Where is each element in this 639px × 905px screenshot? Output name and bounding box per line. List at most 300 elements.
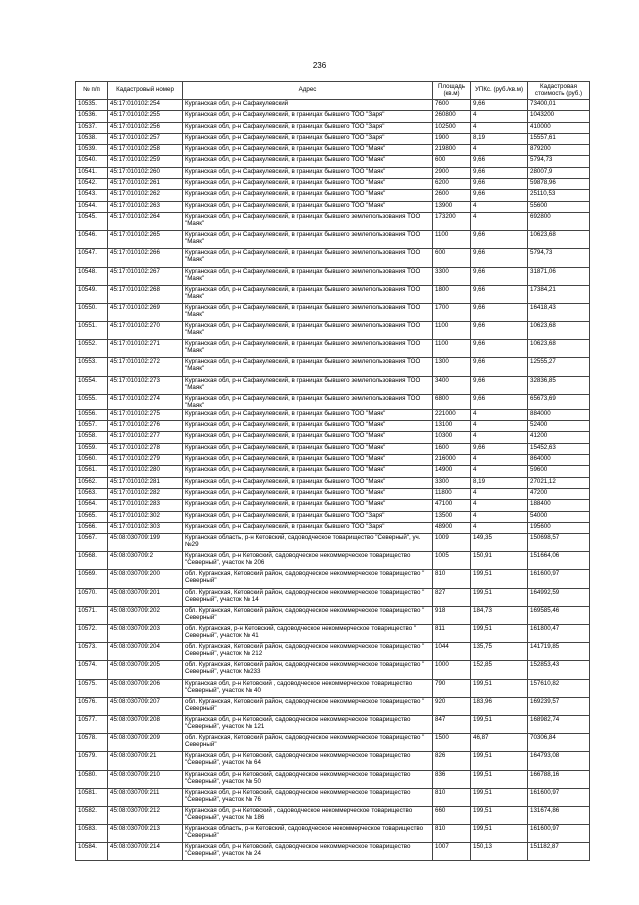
cell-cadastral-cost: 16418,43 [528,303,590,321]
table-row [76,643,590,661]
cell-number: 10542. [76,179,108,190]
cell-cadastral-cost: 164992,59 [528,588,590,606]
cell-address: Курганская обл, р-н Кетовский, садоводческое некоммерческое товарищество "Северный", участок № 64 [183,752,433,770]
cell-upks: 4 [471,122,528,133]
cell-area: 3300 [433,477,471,488]
cell-area: 2900 [433,167,471,178]
cell-address: Курганская обл, р-н Сафакулевский, в границах бывшего ТОО "Маяк" [183,455,433,466]
cell-cadastral-number: 45:08:030709:209 [108,734,183,752]
cell-area: 1800 [433,285,471,303]
cell-cadastral-cost: 31871,06 [528,267,590,285]
cell-cadastral-cost: 168982,74 [528,715,590,733]
cell-upks: 4 [471,522,528,533]
cell-upks: 199,51 [471,770,528,788]
cell-number: 10580. [76,770,108,788]
cell-number: 10558. [76,432,108,443]
cell-cadastral-number: 45:08:030709:210 [108,770,183,788]
table-row [76,212,590,230]
table-row [76,806,590,824]
cell-address: Курганская обл, р-н Кетовский, садоводческое некоммерческое товарищество "Северный", участок № 206 [183,552,433,570]
cell-area: 1300 [433,358,471,376]
cell-cadastral-cost: 54000 [528,511,590,522]
cell-upks: 199,51 [471,806,528,824]
table-row [76,167,590,178]
cell-area: 1600 [433,443,471,454]
column-header-number: № п/п [76,82,108,100]
cell-cadastral-number: 45:17:010102:269 [108,303,183,321]
cell-cadastral-number: 45:08:030709:214 [108,843,183,861]
cell-number: 10574. [76,661,108,679]
cell-number: 10577. [76,715,108,733]
cell-cadastral-cost: 27021,12 [528,477,590,488]
cell-cadastral-cost: 692800 [528,212,590,230]
table-row [76,715,590,733]
cell-address: обл. Курганская, Кетовский район, садоводческое некоммерческое товарищество " Северный", участок № 212 [183,643,433,661]
table-row [76,570,590,588]
cell-address: Курганская область, р-н Кетовский, садоводческое некоммерческое товарищество "Северный" [183,825,433,843]
cell-number: 10539. [76,145,108,156]
table-row [76,511,590,522]
cell-cadastral-cost: 141719,85 [528,643,590,661]
cell-upks: 4 [471,500,528,511]
cell-area: 1100 [433,231,471,249]
cell-number: 10540. [76,156,108,167]
cell-upks: 9,66 [471,285,528,303]
cell-cadastral-cost: 157610,82 [528,679,590,697]
cell-number: 10544. [76,201,108,212]
cell-address: Курганская обл, р-н Сафакулевский, в границах бывшего ТОО "Маяк" [183,179,433,190]
cell-upks: 46,87 [471,734,528,752]
cell-cadastral-cost: 152853,43 [528,661,590,679]
cell-upks: 9,66 [471,267,528,285]
cell-number: 10579. [76,752,108,770]
cell-area: 600 [433,156,471,167]
cell-cadastral-number: 45:17:010102:282 [108,488,183,499]
cell-upks: 8,19 [471,477,528,488]
cell-number: 10551. [76,322,108,340]
cell-number: 10559. [76,443,108,454]
cell-cadastral-number: 45:17:010102:270 [108,322,183,340]
cell-number: 10578. [76,734,108,752]
cell-address: Курганская обл, р-н Сафакулевский, в границах бывшего ТОО "Заря" [183,511,433,522]
cell-address: Курганская обл, р-н Сафакулевский, в границах бывшего ТОО "Маяк" [183,443,433,454]
table-row [76,133,590,144]
cell-area: 7600 [433,100,471,111]
cell-upks: 9,66 [471,322,528,340]
cell-cadastral-number: 45:08:030709:213 [108,825,183,843]
cell-upks: 4 [471,201,528,212]
cell-upks: 9,66 [471,394,528,409]
cell-area: 1005 [433,552,471,570]
cell-cadastral-cost: 195600 [528,522,590,533]
cell-upks: 199,51 [471,679,528,697]
column-header-address: Адрес [183,82,433,100]
cell-address: Курганская обл, р-н Сафакулевский, в границах бывшего землепользования ТОО "Маяк" [183,376,433,394]
cell-address: Курганская обл, р-н Сафакулевский, в границах бывшего землепользования ТОО "Маяк" [183,212,433,230]
cell-cadastral-cost: 161600,97 [528,570,590,588]
table-row [76,100,590,111]
cell-number: 10581. [76,788,108,806]
cell-area: 173200 [433,212,471,230]
cell-upks: 184,73 [471,606,528,624]
cell-cadastral-number: 45:17:010102:302 [108,511,183,522]
cell-cadastral-cost: 169239,57 [528,697,590,715]
cell-cadastral-number: 45:17:010102:303 [108,522,183,533]
cell-address: Курганская обл, р-н Сафакулевский, в границах бывшего землепользования ТОО "Маяк" [183,231,433,249]
cell-upks: 4 [471,409,528,420]
cell-address: Курганская обл, р-н Сафакулевский, в границах бывшего ТОО "Маяк" [183,409,433,420]
cell-cadastral-number: 45:08:030709:207 [108,697,183,715]
cell-cadastral-number: 45:17:010102:265 [108,231,183,249]
cell-address: Курганская обл, р-н Сафакулевский, в границах бывшего землепользования ТОО "Маяк" [183,267,433,285]
cell-address: Курганская обл, р-н Сафакулевский, в границах бывшего ТОО "Заря" [183,133,433,144]
cell-cadastral-cost: 1043200 [528,111,590,122]
cell-address: Курганская обл, р-н Сафакулевский, в границах бывшего землепользования ТОО "Маяк" [183,303,433,321]
cell-cadastral-number: 45:17:010102:278 [108,443,183,454]
cell-address: Курганская обл, р-н Сафакулевский, в границах бывшего ТОО "Заря" [183,111,433,122]
cell-area: 13100 [433,421,471,432]
cell-upks: 4 [471,111,528,122]
table-row [76,179,590,190]
cell-cadastral-cost: 17384,21 [528,285,590,303]
cell-cadastral-cost: 25110,53 [528,190,590,201]
table-row [76,488,590,499]
table-row [76,455,590,466]
table-row [76,249,590,267]
cell-area: 2600 [433,190,471,201]
cell-area: 810 [433,570,471,588]
table-row [76,734,590,752]
cell-cadastral-number: 45:17:010102:259 [108,156,183,167]
cell-upks: 4 [471,145,528,156]
table-row [76,231,590,249]
cell-cadastral-number: 45:17:010102:262 [108,190,183,201]
cell-upks: 199,51 [471,752,528,770]
cell-number: 10557. [76,421,108,432]
cell-address: Курганская обл, р-н Сафакулевский, в границах бывшего ТОО "Маяк" [183,145,433,156]
cell-number: 10566. [76,522,108,533]
cell-area: 14900 [433,466,471,477]
cell-cadastral-cost: 164793,08 [528,752,590,770]
cell-upks: 199,51 [471,625,528,643]
cell-area: 48900 [433,522,471,533]
cell-address: Курганская обл, р-н Кетовский , садоводческое некоммерческое товарищество "Северный", участок № 40 [183,679,433,697]
cell-upks: 149,35 [471,534,528,552]
cell-cadastral-number: 45:17:010102:277 [108,432,183,443]
cell-area: 3300 [433,267,471,285]
cell-address: Курганская обл, р-н Сафакулевский, в границах бывшего ТОО "Маяк" [183,156,433,167]
cell-upks: 199,51 [471,588,528,606]
cell-cadastral-number: 45:17:010102:267 [108,267,183,285]
cell-number: 10565. [76,511,108,522]
table-row [76,466,590,477]
cell-upks: 9,66 [471,179,528,190]
table-row [76,477,590,488]
cell-address: Курганская обл, р-н Сафакулевский, в границах бывшего ТОО "Маяк" [183,167,433,178]
table-row [76,588,590,606]
cell-address: Курганская обл, р-н Сафакулевский, в границах бывшего землепользования ТОО "Маяк" [183,322,433,340]
cell-area: 13500 [433,511,471,522]
cell-address: обл. Курганская, Кетовский район, садоводческое некоммерческое товарищество " Северный" [183,570,433,588]
cell-cadastral-number: 45:08:030709:200 [108,570,183,588]
cell-upks: 199,51 [471,715,528,733]
cell-number: 10543. [76,190,108,201]
cell-cadastral-cost: 73400,01 [528,100,590,111]
cell-cadastral-cost: 28007,9 [528,167,590,178]
cell-cadastral-cost: 59600 [528,466,590,477]
table-row [76,111,590,122]
cell-cadastral-number: 45:17:010102:258 [108,145,183,156]
cell-cadastral-cost: 12555,27 [528,358,590,376]
cell-cadastral-number: 45:08:030709:206 [108,679,183,697]
table-row [76,679,590,697]
cell-cadastral-cost: 52400 [528,421,590,432]
cell-number: 10575. [76,679,108,697]
cell-area: 6800 [433,394,471,409]
table-row [76,145,590,156]
cell-area: 1100 [433,322,471,340]
cell-cadastral-cost: 166788,16 [528,770,590,788]
column-header-cadastral-number: Кадастровый номер [108,82,183,100]
cell-cadastral-number: 45:17:010102:275 [108,409,183,420]
cadastral-value-table [75,81,590,861]
table-row [76,322,590,340]
cell-cadastral-cost: 15452,63 [528,443,590,454]
cell-area: 221000 [433,409,471,420]
cell-upks: 9,66 [471,340,528,358]
cell-address: Курганская обл, р-н Сафакулевский, в границах бывшего землепользования ТОО "Маяк" [183,285,433,303]
table-row [76,409,590,420]
cell-cadastral-cost: 47200 [528,488,590,499]
cell-address: обл. Курганская, Кетовский район, садоводческое некоммерческое товарищество " Северный", участок № 14 [183,588,433,606]
cell-cadastral-cost: 188400 [528,500,590,511]
table-row [76,394,590,409]
table-row [76,285,590,303]
cell-address: Курганская обл, р-н Кетовский, садоводческое некоммерческое товарищество "Северный", участок № 50 [183,770,433,788]
cell-cadastral-number: 45:17:010102:266 [108,249,183,267]
table-row [76,267,590,285]
cell-area: 847 [433,715,471,733]
cell-number: 10546. [76,231,108,249]
cell-cadastral-number: 45:17:010102:254 [108,100,183,111]
cell-number: 10576. [76,697,108,715]
cell-upks: 9,66 [471,443,528,454]
cell-upks: 183,96 [471,697,528,715]
cell-upks: 4 [471,421,528,432]
table-row [76,843,590,861]
table-row [76,552,590,570]
cell-number: 10545. [76,212,108,230]
cell-cadastral-cost: 65673,69 [528,394,590,409]
cell-cadastral-number: 45:08:030709:208 [108,715,183,733]
table-row [76,522,590,533]
cell-address: Курганская обл, р-н Сафакулевский, в границах бывшего ТОО "Маяк" [183,432,433,443]
cell-cadastral-number: 45:17:010102:263 [108,201,183,212]
column-header-cadastral-cost: Кадастровая стоимость (руб.) [528,82,590,100]
cell-number: 10573. [76,643,108,661]
table-row [76,156,590,167]
cell-number: 10564. [76,500,108,511]
cell-cadastral-cost: 884000 [528,409,590,420]
cell-area: 10300 [433,432,471,443]
cell-cadastral-number: 45:17:010102:281 [108,477,183,488]
table-row [76,443,590,454]
cell-number: 10554. [76,376,108,394]
cell-upks: 9,66 [471,376,528,394]
cell-address: Курганская обл, р-н Кетовский, садоводческое некоммерческое товарищество "Северный", участок № 121 [183,715,433,733]
cell-upks: 4 [471,455,528,466]
cell-area: 810 [433,788,471,806]
cell-address: Курганская обл, р-н Сафакулевский, в границах бывшего землепользования ТОО "Маяк" [183,249,433,267]
cell-upks: 150,91 [471,552,528,570]
table-row [76,534,590,552]
cell-area: 102500 [433,122,471,133]
cell-upks: 9,66 [471,303,528,321]
table-row [76,432,590,443]
cell-cadastral-number: 45:17:010102:279 [108,455,183,466]
cell-cadastral-cost: 410000 [528,122,590,133]
cell-upks: 199,51 [471,788,528,806]
cell-area: 918 [433,606,471,624]
cell-number: 10563. [76,488,108,499]
cell-cadastral-number: 45:08:030709:204 [108,643,183,661]
cell-cadastral-cost: 151182,87 [528,843,590,861]
cell-number: 10582. [76,806,108,824]
table-row [76,190,590,201]
table-row [76,606,590,624]
cell-area: 836 [433,770,471,788]
cell-number: 10541. [76,167,108,178]
cell-upks: 9,66 [471,231,528,249]
cell-area: 3400 [433,376,471,394]
table-row [76,697,590,715]
cell-area: 47100 [433,500,471,511]
cell-cadastral-cost: 10623,68 [528,340,590,358]
cell-area: 660 [433,806,471,824]
table-row [76,358,590,376]
cell-area: 1007 [433,843,471,861]
cell-address: Курганская обл, р-н Сафакулевский, в границах бывшего ТОО "Маяк" [183,201,433,212]
cell-cadastral-number: 45:08:030709:21 [108,752,183,770]
cell-address: Курганская обл, р-н Сафакулевский, в границах бывшего ТОО "Заря" [183,122,433,133]
cell-area: 826 [433,752,471,770]
cell-area: 1044 [433,643,471,661]
cell-address: Курганская обл, р-н Сафакулевский, в границах бывшего ТОО "Маяк" [183,488,433,499]
cell-area: 827 [433,588,471,606]
cell-cadastral-cost: 161800,47 [528,625,590,643]
cell-address: Курганская обл, р-н Сафакулевский, в границах бывшего землепользования ТОО "Маяк" [183,394,433,409]
table-row [76,122,590,133]
cell-address: Курганская обл, р-н Кетовский, садоводческое некоммерческое товарищество "Северный", участок № 24 [183,843,433,861]
cell-cadastral-number: 45:17:010102:260 [108,167,183,178]
cell-cadastral-number: 45:17:010102:276 [108,421,183,432]
cell-cadastral-cost: 879200 [528,145,590,156]
cell-cadastral-cost: 10623,68 [528,231,590,249]
cell-cadastral-cost: 32836,85 [528,376,590,394]
table-row [76,340,590,358]
cell-area: 1009 [433,534,471,552]
cell-upks: 9,66 [471,358,528,376]
cell-number: 10555. [76,394,108,409]
cell-address: Курганская обл, р-н Сафакулевский, в границах бывшего ТОО "Заря" [183,522,433,533]
cell-upks: 152,85 [471,661,528,679]
cell-cadastral-number: 45:17:010102:264 [108,212,183,230]
cell-cadastral-number: 45:08:030709:202 [108,606,183,624]
cell-area: 600 [433,249,471,267]
cell-number: 10569. [76,570,108,588]
cell-cadastral-number: 45:17:010102:256 [108,122,183,133]
cell-number: 10537. [76,122,108,133]
cell-area: 1000 [433,661,471,679]
cell-cadastral-cost: 161600,97 [528,788,590,806]
cell-cadastral-number: 45:17:010102:255 [108,111,183,122]
cell-cadastral-number: 45:08:030709:205 [108,661,183,679]
cell-number: 10584. [76,843,108,861]
cell-cadastral-cost: 70306,84 [528,734,590,752]
cell-upks: 9,66 [471,100,528,111]
cell-number: 10547. [76,249,108,267]
cell-number: 10548. [76,267,108,285]
cell-upks: 4 [471,432,528,443]
cell-number: 10556. [76,409,108,420]
cell-cadastral-number: 45:17:010102:261 [108,179,183,190]
cell-upks: 4 [471,488,528,499]
cell-cadastral-cost: 150698,57 [528,534,590,552]
cell-upks: 8,19 [471,133,528,144]
cell-area: 260800 [433,111,471,122]
cell-upks: 9,66 [471,156,528,167]
table-row [76,825,590,843]
cell-cadastral-number: 45:08:030709:203 [108,625,183,643]
cell-upks: 9,66 [471,249,528,267]
cell-area: 6200 [433,179,471,190]
cell-cadastral-cost: 864000 [528,455,590,466]
cell-upks: 199,51 [471,570,528,588]
cell-cadastral-cost: 131674,86 [528,806,590,824]
cell-cadastral-number: 45:17:010102:273 [108,376,183,394]
cell-number: 10570. [76,588,108,606]
table-row [76,201,590,212]
table-row [76,421,590,432]
cell-address: Курганская обл, р-н Сафакулевский, в границах бывшего ТОО "Маяк" [183,500,433,511]
cell-cadastral-number: 45:08:030709:212 [108,806,183,824]
cell-address: Курганская обл, р-н Кетовский , садоводческое некоммерческое товарищество "Северный", участок № 186 [183,806,433,824]
cell-address: Курганская обл, р-н Сафакулевский, в границах бывшего ТОО "Маяк" [183,190,433,201]
cell-area: 1500 [433,734,471,752]
cell-upks: 4 [471,466,528,477]
column-header-area: Площадь (кв.м) [433,82,471,100]
cell-address: обл. Курганская, Кетовский район, садоводческое некоммерческое товарищество " Северный" [183,697,433,715]
table-body [76,100,590,861]
cell-cadastral-cost: 41200 [528,432,590,443]
cell-number: 10552. [76,340,108,358]
table-row [76,770,590,788]
table-row [76,625,590,643]
cell-upks: 4 [471,511,528,522]
cell-cadastral-cost: 15557,61 [528,133,590,144]
cell-cadastral-cost: 161600,97 [528,825,590,843]
table-row [76,752,590,770]
table-row [76,500,590,511]
cell-cadastral-cost: 10623,68 [528,322,590,340]
table-row [76,303,590,321]
cell-cadastral-cost: 169585,46 [528,606,590,624]
cell-number: 10549. [76,285,108,303]
cell-address: Курганская область, р-н Кетовский, садоводческое товарищество "Северный", уч. №29 [183,534,433,552]
cell-number: 10561. [76,466,108,477]
table-row [76,788,590,806]
cell-area: 920 [433,697,471,715]
